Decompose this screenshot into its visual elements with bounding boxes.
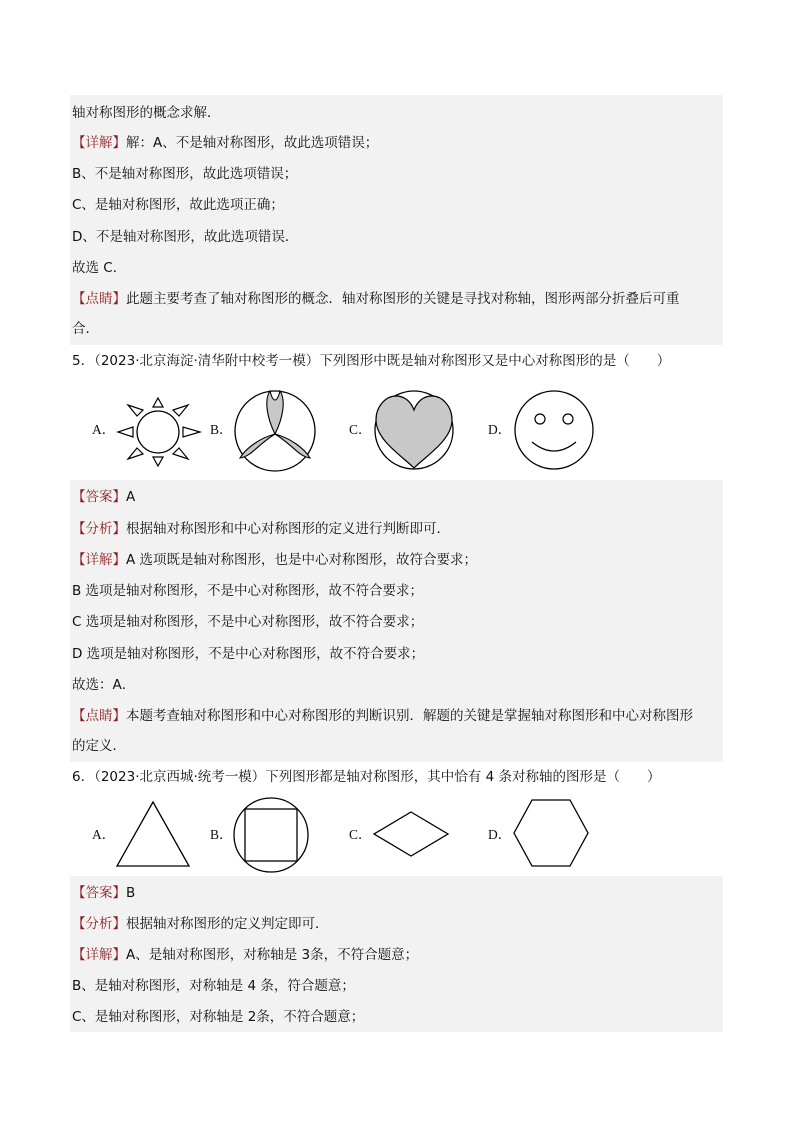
answer-line bbox=[72, 884, 135, 902]
option-d-label: D． bbox=[488, 422, 512, 437]
option-d-label: D． bbox=[488, 827, 512, 842]
text-line: 故选 C． bbox=[72, 260, 127, 276]
answer-tag: 【答案】 bbox=[72, 489, 126, 505]
detail-line: 【详解】解：A、不是轴对称图形，故此选项错误； bbox=[72, 135, 379, 151]
comment-line: 【点睛】此题主要考查了轴对称图形的概念．轴对称图形的关键是寻找对称轴，图形两部分折叠后可重 bbox=[72, 291, 680, 307]
detail-line: 【详解】A 选项既是轴对称图形，也是中心对称图形，故符合要求； bbox=[72, 552, 478, 568]
smiley-face-figure bbox=[512, 388, 596, 472]
square-in-circle-figure bbox=[232, 796, 310, 874]
triangle-figure bbox=[115, 800, 191, 868]
text-line: B、不是轴对称图形，故此选项错误； bbox=[72, 166, 298, 182]
answer-value: A bbox=[126, 489, 136, 505]
text-line: D、不是轴对称图形，故此选项错误． bbox=[72, 229, 299, 245]
analysis-line: 【分析】根据轴对称图形的定义判定即可． bbox=[72, 916, 329, 932]
answer-line bbox=[72, 488, 135, 506]
option-c-label: C． bbox=[349, 422, 372, 437]
option-b-label: B． bbox=[210, 422, 233, 437]
option-b-label: B． bbox=[210, 827, 233, 842]
question-6-stem: 6．（2023·北京西城·统考一模）下列图形都是轴对称图形，其中恰有 4 条对称轴的图形是（ ） bbox=[72, 769, 661, 785]
detail-line: 故选：A． bbox=[72, 677, 136, 693]
detail-tag: 【详解】 bbox=[72, 552, 126, 568]
detail-line: 【详解】A、是轴对称图形，对称轴是 3条，不符合题意； bbox=[72, 947, 419, 963]
hexagon-figure bbox=[512, 798, 590, 868]
detail-line: C 选项是轴对称图形，不是中心对称图形，故不符合要求； bbox=[72, 614, 424, 630]
option-c-label: C． bbox=[349, 827, 372, 842]
option-a-label: A． bbox=[92, 827, 116, 842]
detail-tag: 【详解】 bbox=[72, 947, 126, 963]
detail-line: D 选项是轴对称图形，不是中心对称图形，故不符合要求； bbox=[72, 646, 425, 662]
analysis-tag: 【分析】 bbox=[72, 521, 126, 537]
comment-line: 的定义． bbox=[72, 738, 126, 754]
detail-line: B 选项是轴对称图形，不是中心对称图形，故不符合要求； bbox=[72, 583, 424, 599]
text-line: 轴对称图形的概念求解． bbox=[72, 105, 221, 121]
detail-line: B、是轴对称图形，对称轴是 4 条，符合题意； bbox=[72, 978, 355, 994]
text-line: C、是轴对称图形，故此选项正确； bbox=[72, 197, 284, 213]
sun-figure bbox=[115, 396, 205, 468]
answer-value: B bbox=[126, 885, 136, 901]
text-line: 合． bbox=[72, 321, 99, 337]
three-blade-circle-figure bbox=[232, 388, 318, 474]
option-a-label: A． bbox=[92, 422, 116, 437]
rhombus-figure bbox=[372, 810, 450, 858]
detail-tag: 【详解】 bbox=[72, 135, 126, 151]
comment-tag: 【点睛】 bbox=[72, 291, 126, 307]
analysis-line: 【分析】根据轴对称图形和中心对称图形的定义进行判断即可． bbox=[72, 521, 450, 537]
question-5-stem: 5．（2023·北京海淀·清华附中校考一模）下列图形中既是轴对称图形又是中心对称图形的是（ ） bbox=[72, 353, 671, 369]
comment-tag: 【点睛】 bbox=[72, 708, 126, 724]
answer-tag: 【答案】 bbox=[72, 885, 126, 901]
comment-line: 【点睛】本题考查轴对称图形和中心对称图形的判断识别．解题的关键是掌握轴对称图形和中心对称图形 bbox=[72, 708, 693, 724]
analysis-tag: 【分析】 bbox=[72, 916, 126, 932]
heart-circle-figure bbox=[372, 388, 456, 472]
detail-line: C、是轴对称图形，对称轴是 2条，不符合题意； bbox=[72, 1009, 365, 1025]
